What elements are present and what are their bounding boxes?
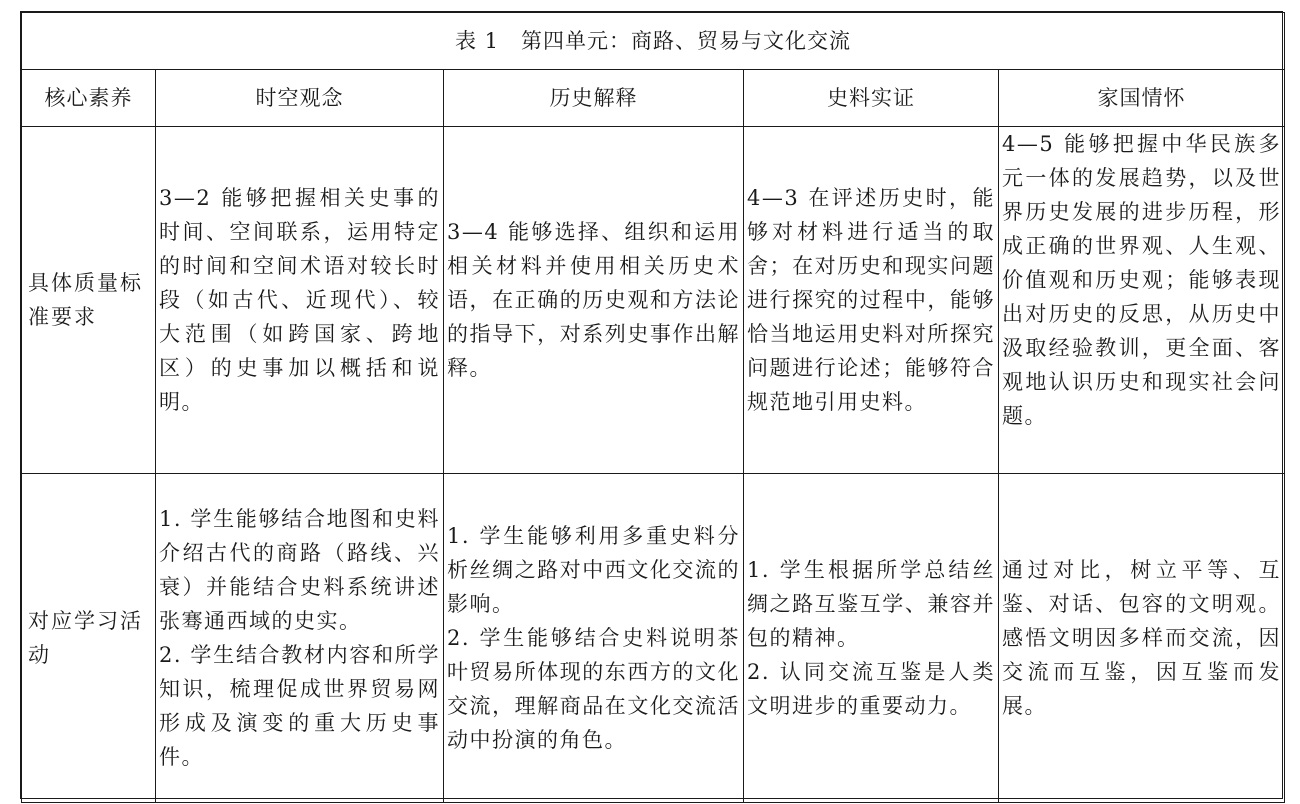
- cell-activity-time-space: [156, 474, 444, 803]
- cell-standard-time-space: [156, 127, 444, 474]
- cell-paragraph: 通过对比，树立平等、互鉴、对话、包容的文明观。感悟文明因多样而交流，因交流而互鉴，因互鉴而发展。: [1002, 558, 1281, 718]
- cell-standard-evidence: [744, 127, 999, 474]
- cell-standard-national: [999, 127, 1285, 474]
- cell-paragraph: 2. 认同交流互鉴是人类文明进步的重要动力。: [747, 660, 995, 718]
- header-core-literacy: 核心素养: [22, 70, 156, 127]
- document-page: [20, 11, 1283, 799]
- header-evidence: 史料实证: [744, 70, 999, 127]
- cell-paragraph: 3—2 能够把握相关史事的时间、空间联系，运用特定的时间和空间术语对较长时段（如古代、近现代）、较大范围（如跨国家、跨地区）的史事加以概括和说明。: [159, 186, 440, 414]
- table-row: [22, 127, 1285, 474]
- cell-paragraph: 1. 学生能够利用多重史料分析丝绸之路对中西文化交流的影响。: [447, 524, 740, 616]
- unit-table: [21, 12, 1285, 803]
- row-label-quality-standards: 具体质量标准要求: [22, 127, 156, 474]
- cell-paragraph: 2. 学生能够结合史料说明茶叶贸易所体现的东西方的文化交流，理解商品在文化交流活动中扮演的角色。: [447, 626, 740, 752]
- header-historical-interpretation: 历史解释: [444, 70, 744, 127]
- header-national-sentiment: 家国情怀: [999, 70, 1285, 127]
- cell-paragraph: 1. 学生能够结合地图和史料介绍古代的商路（路线、兴衰）并能结合史料系统讲述张骞通西域的史实。: [159, 507, 440, 633]
- cell-paragraph: 3—4 能够选择、组织和运用相关材料并使用相关历史术语，在正确的历史观和方法论的指导下，对系列史事作出解释。: [447, 220, 740, 380]
- cell-paragraph: 2. 学生结合教材内容和所学知识，梳理促成世界贸易网形成及演变的重大历史事件。: [159, 643, 440, 769]
- cell-activity-interpretation: [444, 474, 744, 803]
- table-title: 表 1 第四单元：商路、贸易与文化交流: [22, 13, 1285, 70]
- cell-paragraph: 4—5 能够把握中华民族多元一体的发展趋势，以及世界历史发展的进步历程，形成正确的世界观、人生观、价值观和历史观；能够表现出对历史的反思，从历史中汲取经验教训，更全面、客观地认识历史和现实社会问题。: [1002, 132, 1281, 428]
- cell-activity-evidence: [744, 474, 999, 803]
- row-label-learning-activities: 对应学习活动: [22, 474, 156, 803]
- cell-standard-interpretation: [444, 127, 744, 474]
- cell-paragraph: 1. 学生根据所学总结丝绸之路互鉴互学、兼容并包的精神。: [747, 558, 995, 650]
- table-row: [22, 474, 1285, 803]
- header-time-space: 时空观念: [156, 70, 444, 127]
- cell-paragraph: 4—3 在评述历史时，能够对材料进行适当的取舍；在对历史和现实问题进行探究的过程中，能够恰当地运用史料对所探究问题进行论述；能够符合规范地引用史料。: [747, 186, 995, 414]
- cell-activity-national: [999, 474, 1285, 803]
